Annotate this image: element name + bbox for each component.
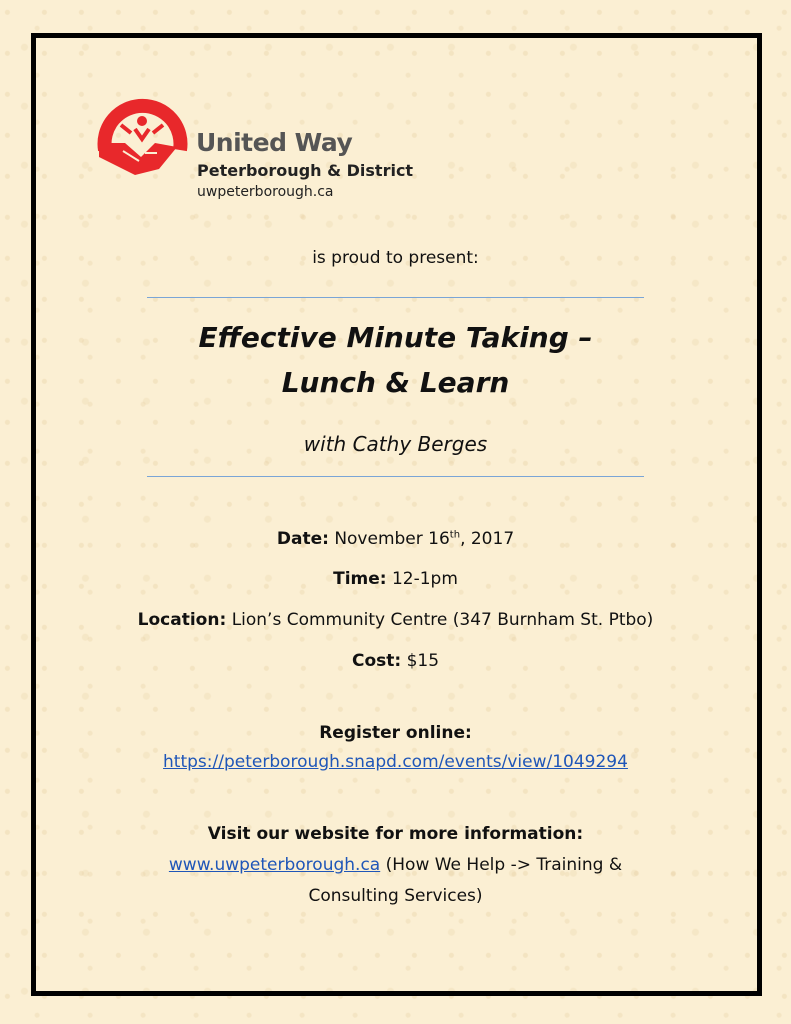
website-path-line2: Consulting Services) [308, 886, 483, 906]
divider-top [147, 297, 644, 298]
date-value-pre: November 16 [334, 529, 450, 549]
divider-bottom [147, 476, 644, 477]
time-row [0, 569, 791, 589]
org-name: United Way [196, 128, 353, 157]
date-label: Date: [276, 529, 329, 549]
location-value: Lion’s Community Centre (347 Burnham St. Ptbo) [231, 610, 654, 630]
location-label: Location: [137, 610, 227, 630]
website-row [0, 855, 791, 875]
location-row [0, 610, 791, 630]
register-heading: Register online: [319, 723, 472, 743]
event-title-line2: Lunch & Learn [281, 366, 510, 399]
time-label: Time: [333, 569, 387, 589]
united-way-hand-logo [95, 95, 190, 180]
date-value-sup: th [449, 529, 461, 541]
website-heading: Visit our website for more information: [207, 824, 584, 844]
org-url: uwpeterborough.ca [197, 184, 334, 200]
intro-text: is proud to present: [312, 248, 479, 268]
presenter: with Cathy Berges [303, 432, 488, 456]
cost-row [0, 651, 791, 671]
cost-label: Cost: [351, 651, 402, 671]
event-title-line1: Effective Minute Taking – [198, 321, 593, 354]
website-link[interactable]: www.uwpeterborough.ca [168, 855, 381, 875]
date-value-post: , 2017 [460, 529, 515, 549]
event-title [0, 315, 791, 405]
register-link[interactable]: https://peterborough.snapd.com/events/view/1049294 [163, 752, 628, 772]
website-path-line1: (How We Help -> Training & [385, 855, 623, 875]
register-url-row [0, 752, 791, 772]
org-subtitle: Peterborough & District [197, 161, 414, 180]
cost-value: $15 [406, 651, 440, 671]
time-value: 12-1pm [391, 569, 458, 589]
date-row [0, 529, 791, 549]
